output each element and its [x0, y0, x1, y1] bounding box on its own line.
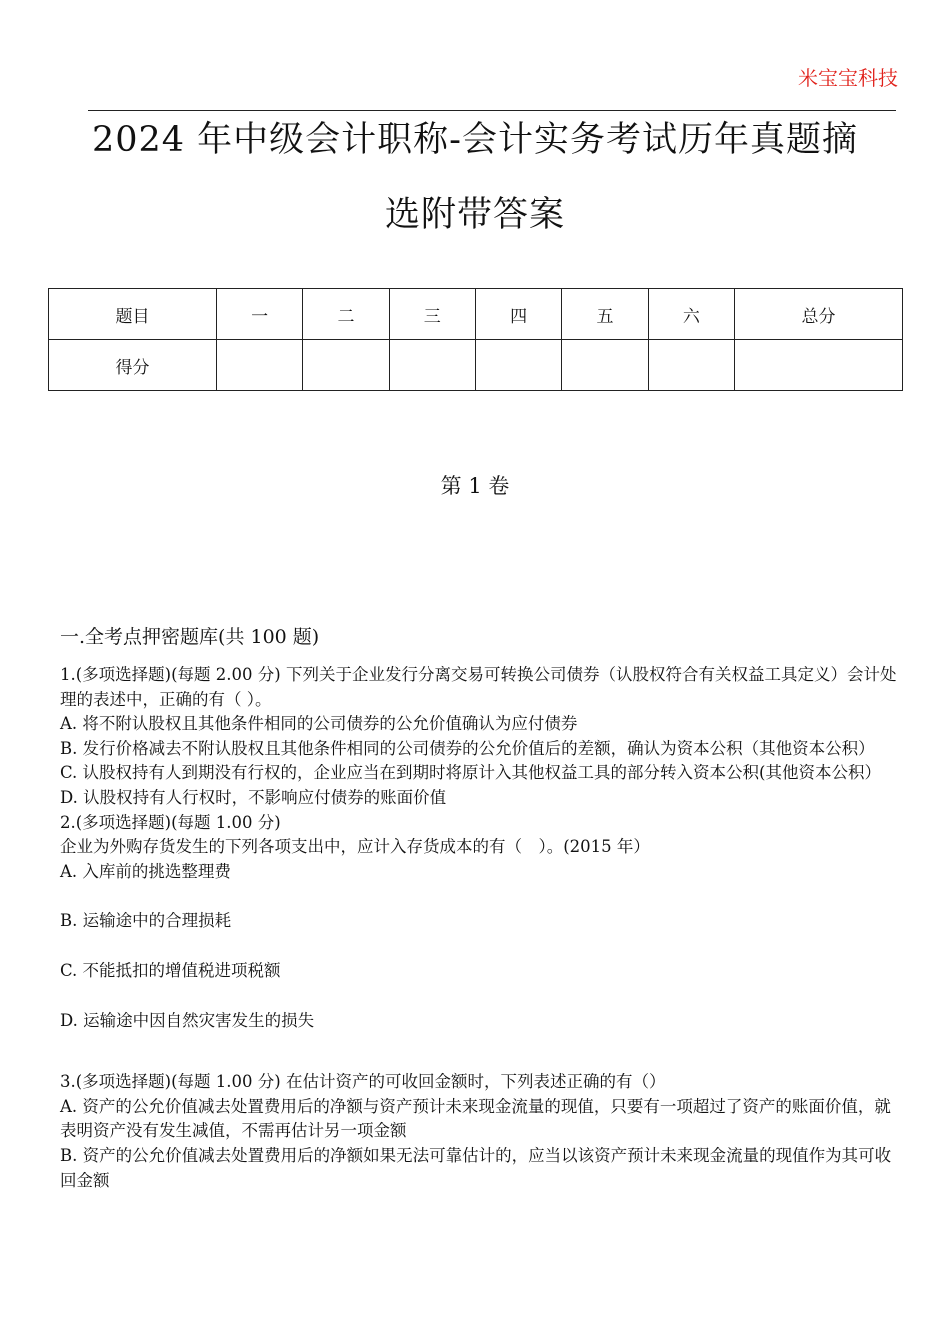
score-header-cell: 一 — [216, 289, 302, 340]
section-heading: 一.全考点押密题库(共 100 题) — [60, 626, 320, 648]
question-1 — [60, 663, 900, 811]
question-option: D. 运输途中因自然灾害发生的损失 — [60, 1010, 315, 1030]
score-value-cell — [216, 340, 302, 391]
brand-label: 米宝宝科技 — [798, 66, 898, 90]
score-table-header-row — [49, 289, 903, 340]
document-title-line-2: 选附带答案 — [384, 195, 565, 235]
question-option: A. 将不附认股权且其他条件相同的公司债券的公允价值确认为应付债券 — [60, 714, 578, 734]
score-header-cell: 三 — [389, 289, 475, 340]
score-value-cell: 得分 — [49, 340, 217, 391]
score-value-cell — [735, 340, 903, 391]
question-option: D. 认股权持有人行权时，不影响应付债券的账面价值 — [60, 787, 447, 807]
question-stem: 1.(多项选择题)(每题 2.00 分) 下列关于企业发行分离交易可转换公司债券（认股权符合有关权益工具定义）会计处理的表述中，正确的有（ ）。 — [60, 665, 897, 709]
question-head: 2.(多项选择题)(每题 1.00 分) — [60, 812, 281, 832]
score-header-cell: 题目 — [49, 289, 217, 340]
document-title-line-1: 2024 年中级会计职称-会计实务考试历年真题摘 — [91, 120, 859, 160]
question-option: C. 认股权持有人到期没有行权的，企业应当在到期时将原计入其他权益工具的部分转入资本公积(其他资本公积） — [60, 763, 881, 783]
score-table-value-row — [49, 340, 903, 391]
score-value-cell — [648, 340, 734, 391]
score-table — [48, 288, 903, 391]
header-rule — [88, 110, 896, 111]
score-header-cell: 六 — [648, 289, 734, 340]
score-header-cell: 四 — [475, 289, 561, 340]
score-value-cell — [475, 340, 561, 391]
score-value-cell — [562, 340, 648, 391]
volume-heading: 第 1 卷 — [440, 474, 510, 498]
score-value-cell — [303, 340, 389, 391]
question-2 — [60, 811, 900, 1071]
score-header-cell: 总分 — [735, 289, 903, 340]
question-option: B. 运输途中的合理损耗 — [60, 911, 232, 931]
question-3 — [60, 1070, 900, 1193]
question-stem: 企业为外购存货发生的下列各项支出中，应计入存货成本的有（ ）。(2015 年） — [60, 837, 650, 857]
score-header-cell: 二 — [303, 289, 389, 340]
question-option: C. 不能抵扣的增值税进项税额 — [60, 960, 281, 980]
question-option: B. 发行价格减去不附认股权且其他条件相同的公司债券的公允价值后的差额，确认为资本公积（其他资本公积） — [60, 738, 875, 758]
question-list — [60, 663, 900, 1193]
question-option: A. 入库前的挑选整理费 — [60, 861, 231, 881]
score-header-cell: 五 — [562, 289, 648, 340]
question-option: B. 资产的公允价值减去处置费用后的净额如果无法可靠估计的，应当以该资产预计未来现金流量的现值作为其可收回金额 — [60, 1145, 892, 1190]
question-option: A. 资产的公允价值减去处置费用后的净额与资产预计未来现金流量的现值，只要有一项超过了资产的账面价值，就表明资产没有发生减值，不需再估计另一项金额 — [60, 1096, 891, 1141]
question-stem: 3.(多项选择题)(每题 1.00 分) 在估计资产的可收回金额时，下列表述正确的有（） — [60, 1072, 666, 1092]
score-value-cell — [389, 340, 475, 391]
